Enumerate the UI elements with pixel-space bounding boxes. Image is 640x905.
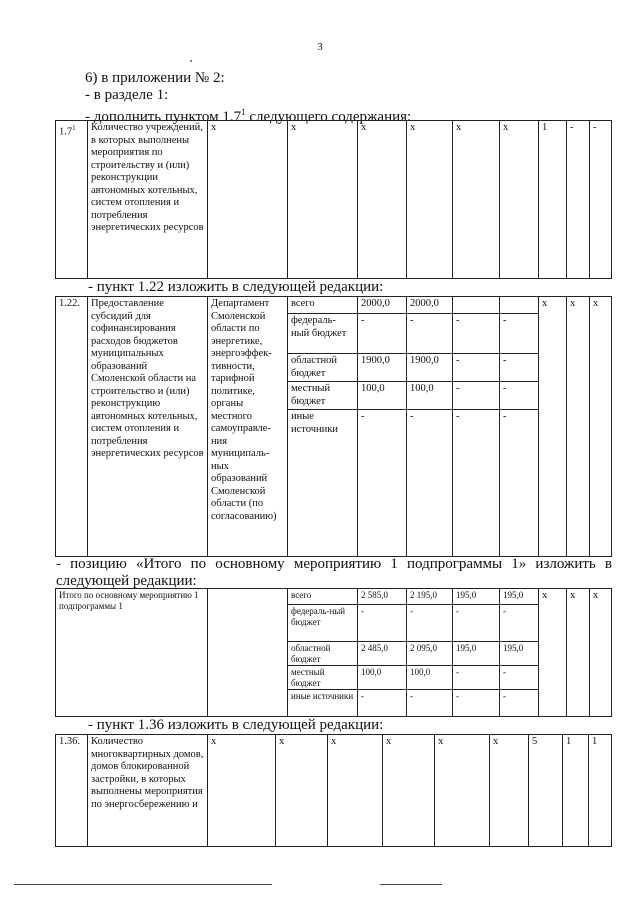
paragraph-itogo: - позицию «Итого по основному мероприятию 1 подпрограммы 1» изложить в следующей редакции: bbox=[56, 556, 612, 589]
value-cell: - bbox=[358, 410, 407, 557]
value-cell: - bbox=[358, 314, 407, 354]
table-cell: - bbox=[590, 121, 612, 279]
x-cell: x bbox=[590, 297, 612, 557]
value-cell: - bbox=[407, 314, 453, 354]
item-number: $1.7^1$ bbox=[56, 121, 88, 279]
footer-line-left bbox=[14, 884, 272, 885]
footer-line-right bbox=[380, 884, 442, 885]
intro-line-3-text: - дополнить пунктом 1.7 bbox=[85, 109, 242, 125]
table-cell: x bbox=[435, 735, 490, 847]
value-cell: - bbox=[500, 666, 539, 690]
table-cell: x bbox=[383, 735, 435, 847]
funding-source: иные источники bbox=[288, 410, 358, 557]
section-line-1-36: - пункт 1.36 изложить в следующей редакции: bbox=[88, 717, 384, 733]
value-cell: - bbox=[500, 690, 539, 717]
table-cell: 1 bbox=[563, 735, 589, 847]
value-cell: - bbox=[453, 410, 500, 557]
x-cell: x bbox=[567, 589, 590, 717]
value-cell: - bbox=[453, 382, 500, 410]
item-number: 1.36. bbox=[56, 735, 88, 847]
value-cell: 100,0 bbox=[358, 382, 407, 410]
table-cell: 1 bbox=[589, 735, 612, 847]
value-cell: 2 585,0 bbox=[358, 589, 407, 605]
value-cell: 2000,0 bbox=[358, 297, 407, 314]
value-cell: 195,0 bbox=[453, 642, 500, 666]
funding-source: местный бюджет bbox=[288, 666, 358, 690]
x-cell: x bbox=[539, 589, 567, 717]
table-cell: x bbox=[453, 121, 500, 279]
scan-speck bbox=[190, 60, 192, 62]
value-cell: 1900,0 bbox=[407, 354, 453, 382]
value-cell bbox=[500, 297, 539, 314]
x-cell: x bbox=[539, 297, 567, 557]
value-cell: 1900,0 bbox=[358, 354, 407, 382]
table-itogo bbox=[55, 588, 612, 717]
value-cell: - bbox=[500, 314, 539, 354]
x-cell: x bbox=[590, 589, 612, 717]
intro-line-1: 6) в приложении № 2: bbox=[85, 70, 225, 86]
value-cell: 100,0 bbox=[407, 382, 453, 410]
table-cell: 1 bbox=[539, 121, 567, 279]
funding-source: федераль-ный бюджет bbox=[288, 605, 358, 642]
executor: Департамент Смоленской области по энергетике, энергоэффек-тивности, тарифной политике, органы местного самоуправле-ния муниципаль-ных образований Смоленской области (по согласованию) bbox=[208, 297, 288, 557]
value-cell: - bbox=[453, 666, 500, 690]
value-cell: - bbox=[453, 690, 500, 717]
value-cell: 2 095,0 bbox=[407, 642, 453, 666]
funding-source: всего bbox=[288, 589, 358, 605]
item-name: Количество учреждений, в которых выполнены мероприятия по строительству и (или) реконструкции автономных котельных, систем отопления и потребления энергетических ресурсов bbox=[88, 121, 208, 279]
item-name: Количество многоквартирных домов, домов блокированной застройки, в которых выполнены мероприятия по энергосбережению и bbox=[88, 735, 208, 847]
value-cell: - bbox=[500, 382, 539, 410]
value-cell: - bbox=[453, 605, 500, 642]
value-cell: 100,0 bbox=[358, 666, 407, 690]
funding-source: всего bbox=[288, 297, 358, 314]
value-cell: - bbox=[407, 410, 453, 557]
item-number: 1.22. bbox=[56, 297, 88, 557]
value-cell bbox=[453, 297, 500, 314]
table-cell: x bbox=[208, 735, 276, 847]
item-name: Итого по основному мероприятию 1 подпрограммы 1 bbox=[56, 589, 208, 717]
value-cell: 2 195,0 bbox=[407, 589, 453, 605]
value-cell: - bbox=[407, 690, 453, 717]
funding-source: федераль-ный бюджет bbox=[288, 314, 358, 354]
table-cell: - bbox=[567, 121, 590, 279]
section-line-1-22: - пункт 1.22 изложить в следующей редакции: bbox=[88, 279, 384, 295]
funding-source: местный бюджет bbox=[288, 382, 358, 410]
value-cell: - bbox=[453, 354, 500, 382]
intro-line-2: - в разделе 1: bbox=[85, 87, 169, 103]
table-cell: x bbox=[328, 735, 383, 847]
value-cell: 195,0 bbox=[500, 589, 539, 605]
table-cell: 5 bbox=[529, 735, 563, 847]
funding-source: областной бюджет bbox=[288, 642, 358, 666]
value-cell: - bbox=[500, 605, 539, 642]
value-cell: - bbox=[500, 410, 539, 557]
intro-line-3-sup: 1 bbox=[241, 107, 246, 117]
value-cell: - bbox=[453, 314, 500, 354]
table-item-1-36 bbox=[55, 734, 612, 847]
table-cell: x bbox=[500, 121, 539, 279]
table-cell: x bbox=[407, 121, 453, 279]
table-cell: x bbox=[208, 121, 288, 279]
table-cell: x bbox=[288, 121, 358, 279]
value-cell: - bbox=[358, 690, 407, 717]
table-cell: x bbox=[276, 735, 328, 847]
table-item-1-22 bbox=[55, 296, 612, 557]
x-cell: x bbox=[567, 297, 590, 557]
value-cell: - bbox=[500, 354, 539, 382]
page-number: 3 bbox=[317, 41, 323, 53]
funding-source: областной бюджет bbox=[288, 354, 358, 382]
executor-empty bbox=[208, 589, 288, 717]
value-cell: 100,0 bbox=[407, 666, 453, 690]
table-item-1-7-1 bbox=[55, 120, 612, 279]
value-cell: - bbox=[358, 605, 407, 642]
value-cell: 195,0 bbox=[500, 642, 539, 666]
value-cell: 2 485,0 bbox=[358, 642, 407, 666]
value-cell: 195,0 bbox=[453, 589, 500, 605]
item-name: Предоставление субсидий для софинансирования расходов бюджетов муниципальных образований Смоленской области на строительство и (или) реконструкцию автономных котельных, систем отопления и потребления энергетических ресурсов bbox=[88, 297, 208, 557]
value-cell: 2000,0 bbox=[407, 297, 453, 314]
table-cell: x bbox=[358, 121, 407, 279]
value-cell: - bbox=[407, 605, 453, 642]
funding-source: иные источники bbox=[288, 690, 358, 717]
intro-line-3-end: следующего содержания: bbox=[245, 109, 412, 125]
table-cell: x bbox=[490, 735, 529, 847]
